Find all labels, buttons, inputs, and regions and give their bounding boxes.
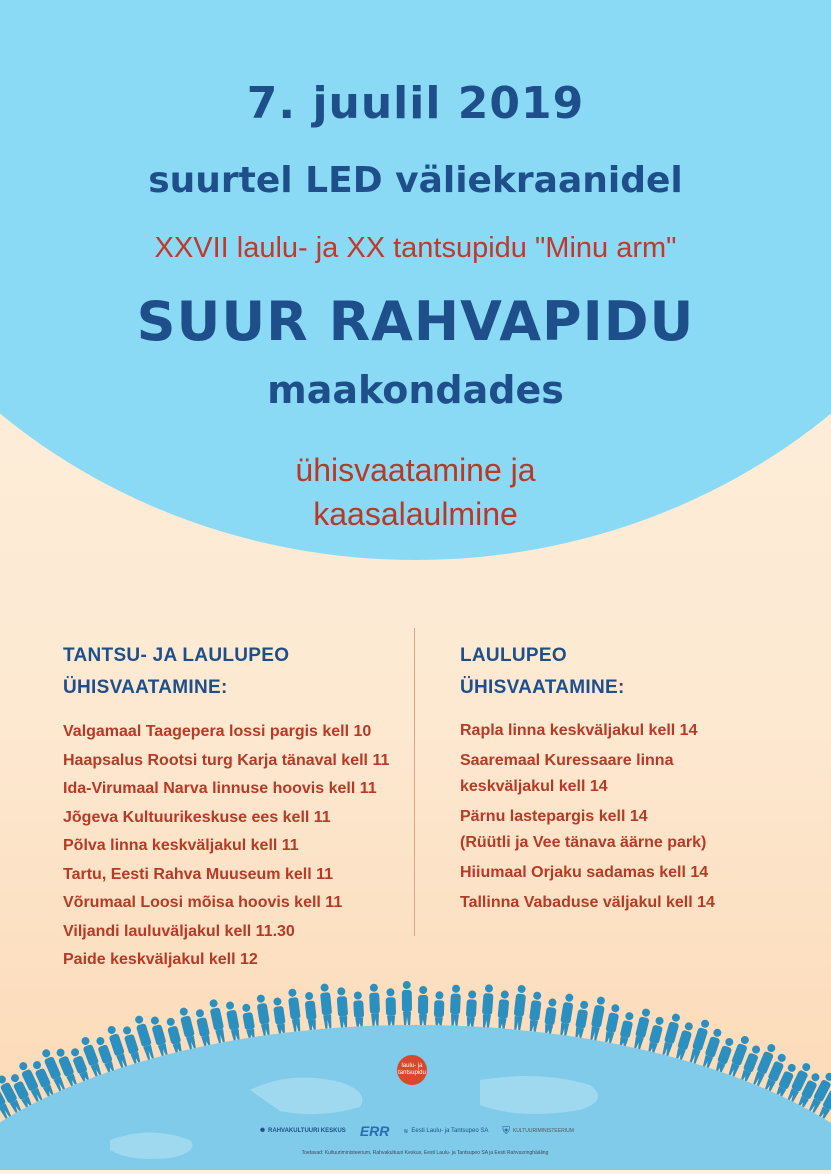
location-item [460, 890, 790, 916]
left-column [63, 640, 408, 975]
person-silhouette [573, 1000, 589, 1038]
subtitle [0, 448, 831, 536]
location-line: Hiiumaal Orjaku sadamas kell 14 [460, 864, 709, 881]
person-silhouette [450, 985, 462, 1026]
main-title-sub: maakondades [267, 368, 564, 412]
person-silhouette [304, 991, 318, 1030]
left-location-list [63, 718, 408, 975]
person-silhouette [603, 1003, 621, 1043]
person-silhouette [618, 1011, 635, 1046]
right-column [460, 640, 790, 920]
festival-badge-logo: laulu- ja tantsupidu [397, 1055, 427, 1085]
festival-name: XXVII laulu- ja XX tantsupidu "Minu arm" [154, 232, 677, 264]
person-silhouette [497, 990, 510, 1029]
person-silhouette [208, 998, 227, 1043]
location-item: Ida-Virumaal Narva linnuse hoovis kell 11 [63, 780, 377, 797]
wave-icon: ≋ [403, 1128, 409, 1135]
person-silhouette [385, 988, 396, 1025]
sun-icon: ✺ [260, 1127, 266, 1134]
rahvakultuur-logo [260, 1128, 346, 1135]
location-item: Valgamaal Taagepera lossi pargis kell 10 [63, 723, 372, 740]
person-silhouette [287, 988, 302, 1032]
person-silhouette [481, 984, 494, 1028]
location-item [460, 748, 790, 800]
person-silhouette [434, 991, 445, 1025]
person-silhouette [528, 991, 543, 1032]
subtitle-line-2: kaasalaulmine [313, 496, 518, 532]
person-silhouette [272, 997, 287, 1034]
location-item: Paide keskväljakul kell 12 [63, 951, 258, 968]
location-line: Saaremaal Kuressaare linna [460, 752, 674, 769]
person-silhouette [165, 1017, 184, 1053]
person-silhouette [353, 991, 365, 1027]
location-item: Jõgeva Kultuurikeskuse ees kell 11 [63, 808, 331, 826]
person-silhouette [402, 981, 412, 1025]
credits-line: Toetavad: Kultuuriministeerium, Rahvakultuuri Keskus, Eesti Laulu- ja Tantsupeo SA ja Eesti Rahvusringhääling [301, 1150, 549, 1156]
laulupidu-sa-logo-text: Eesti Laulu- ja Tantsupeo SA [411, 1128, 489, 1134]
person-silhouette [178, 1007, 198, 1050]
coat-of-arms-icon: ⛨ [502, 1125, 510, 1137]
person-silhouette [646, 1016, 665, 1053]
location-item: Viljandi lauluväljakul kell 11.30 [63, 922, 295, 940]
subtitle-line-1: ühisvaatamine ja [295, 452, 536, 488]
left-column-title [63, 640, 408, 704]
location-line: Rapla linna keskväljakul kell 14 [460, 722, 698, 739]
location-item [460, 718, 790, 744]
person-silhouette [241, 1003, 257, 1038]
person-silhouette [418, 986, 428, 1025]
person-silhouette [512, 985, 527, 1031]
sponsor-logos [260, 1118, 590, 1144]
location-item [460, 860, 790, 886]
led-screens-line: suurtel LED väliekraanidel [148, 160, 683, 201]
right-title-line-2: ÜHISVAATAMINE: [460, 677, 625, 698]
location-item [460, 804, 790, 856]
person-silhouette [465, 990, 477, 1027]
person-silhouette [255, 994, 271, 1036]
main-title: SUUR RAHVAPIDU [136, 290, 695, 353]
person-silhouette [224, 1001, 241, 1041]
rahvakultuur-logo-text: RAHVAKULTUURI KESKUS [268, 1127, 346, 1134]
left-title-line-2: ÜHISVAATAMINE: [63, 677, 228, 698]
ministry-logo-text: KULTUURIMINISTEERIUM [512, 1128, 574, 1134]
laulupidu-sa-logo [403, 1128, 488, 1135]
column-divider [414, 628, 415, 936]
person-silhouette [543, 998, 558, 1034]
right-title-line-1: LAULUPEO [460, 645, 567, 666]
person-silhouette [369, 984, 381, 1026]
location-item: Haapsalus Rootsi turg Karja tänaval kell 11 [63, 751, 390, 769]
location-item: Tartu, Eesti Rahva Muuseum kell 11 [63, 865, 334, 883]
person-silhouette [319, 983, 333, 1029]
person-silhouette [194, 1008, 212, 1046]
person-silhouette [336, 987, 349, 1028]
right-location-list [460, 718, 790, 916]
location-line: Pärnu lastepargis kell 14 [460, 808, 648, 825]
location-item: Võrumaal Loosi mõisa hoovis kell 11 [63, 894, 343, 911]
person-silhouette [588, 996, 606, 1041]
location-line: (Rüütli ja Vee tänava äärne park) [460, 834, 707, 851]
location-item: Põlva linna keskväljakul kell 11 [63, 837, 299, 854]
event-date: 7. juulil 2019 [246, 78, 585, 129]
person-silhouette [558, 993, 575, 1036]
err-logo: ERR [359, 1123, 390, 1139]
right-column-title [460, 640, 790, 704]
location-line: keskväljakul kell 14 [460, 778, 608, 795]
ministry-logo [502, 1126, 574, 1137]
left-title-line-1: TANTSU- JA LAULUPEO [63, 645, 290, 666]
person-silhouette [632, 1007, 652, 1049]
location-line: Tallinna Vabaduse väljakul kell 14 [460, 894, 715, 911]
